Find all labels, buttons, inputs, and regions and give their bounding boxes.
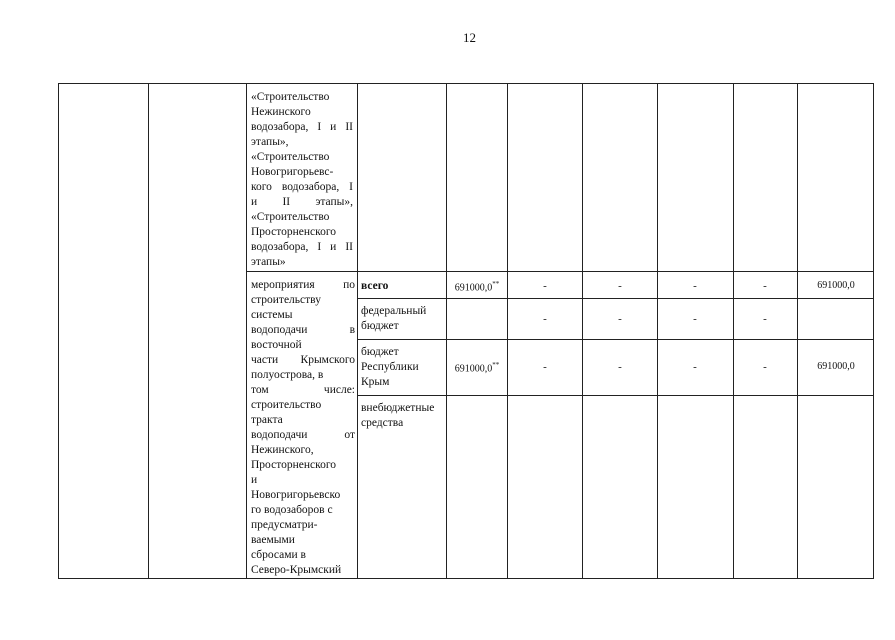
description-line: водозабора, I и II (251, 241, 353, 253)
measures-line: и (251, 474, 258, 486)
description-line: этапы» (251, 256, 286, 268)
funding-dash: - (693, 313, 697, 325)
funding-source: средства (361, 417, 404, 429)
measures-line: том числе: (251, 384, 355, 396)
measures-line: водоподачи от (251, 429, 355, 441)
funding-dash: - (763, 280, 767, 292)
funding-source: бюджет (361, 320, 399, 332)
description-line: Нежинского (251, 106, 311, 118)
funding-value: 691000,0 (454, 282, 493, 294)
page-number: 12 (463, 30, 476, 45)
description-line: кого водозабора, I (251, 181, 353, 193)
funding-source: федеральный (361, 305, 427, 317)
column-divider (446, 83, 447, 579)
measures-line: го водозаборов с (251, 504, 333, 516)
funding-dash: - (693, 361, 697, 373)
funding-first-year (448, 361, 506, 374)
description-line: «Строительство (251, 211, 330, 223)
funding-dash: - (543, 280, 547, 292)
funding-dash: - (618, 280, 622, 292)
funding-value: 691000,0 (454, 363, 493, 375)
measures-line: части Крымского (251, 354, 355, 366)
funding-source: внебюджетные (361, 402, 435, 414)
table-border-top (58, 83, 874, 84)
row-divider (357, 339, 874, 340)
measures-line: восточной (251, 339, 302, 351)
table-border-bottom (58, 578, 874, 579)
funding-dash: - (693, 280, 697, 292)
description-line: и II этапы», (251, 196, 353, 208)
measures-line: мероприятия по (251, 279, 355, 291)
column-divider (657, 83, 658, 579)
funding-source: всего (361, 280, 389, 292)
measures-line: строительству (251, 294, 321, 306)
funding-source: Крым (361, 376, 390, 388)
measures-line: тракта (251, 414, 283, 426)
measures-line: водоподачи в (251, 324, 355, 336)
row-divider (357, 395, 874, 396)
column-divider (357, 83, 358, 579)
funding-dash: - (763, 313, 767, 325)
measures-line: ваемыми (251, 534, 295, 546)
funding-dash: - (618, 361, 622, 373)
funding-source: Республики (361, 361, 419, 373)
column-divider (246, 83, 247, 579)
row-divider (357, 298, 874, 299)
measures-description (251, 278, 355, 578)
footnote-mark: ** (492, 361, 500, 369)
funding-total: 691000,0 (817, 280, 855, 291)
table-border-left (58, 83, 59, 579)
funding-first-year (448, 280, 506, 293)
measures-line: Северо-Крымский (251, 564, 342, 576)
funding-source: бюджет (361, 346, 399, 358)
measures-line: полуострова, в (251, 369, 324, 381)
description-line: Просторненского (251, 226, 337, 238)
description-line: «Строительство (251, 151, 330, 163)
description-line: «Строительство (251, 91, 330, 103)
funding-dash: - (543, 313, 547, 325)
footnote-mark: ** (492, 280, 500, 288)
column-divider (797, 83, 798, 579)
column-divider (733, 83, 734, 579)
measures-line: сбросами в (251, 549, 306, 561)
funding-dash: - (763, 361, 767, 373)
funding-total: 691000,0 (817, 361, 855, 372)
description-line: водозабора, I и II (251, 121, 353, 133)
table-border-right (873, 83, 874, 579)
column-divider (582, 83, 583, 579)
project-description (251, 90, 353, 270)
measures-line: Нежинского, (251, 444, 314, 456)
measures-line: Просторненского (251, 459, 337, 471)
measures-line: предусматри- (251, 519, 318, 531)
measures-line: системы (251, 309, 293, 321)
measures-line: Новогригорьевско (251, 489, 341, 501)
description-line: этапы», (251, 136, 289, 148)
column-divider (148, 83, 149, 579)
funding-dash: - (618, 313, 622, 325)
funding-dash: - (543, 361, 547, 373)
measures-line: строительство (251, 399, 322, 411)
column-divider (507, 83, 508, 579)
row-divider (246, 271, 874, 272)
description-line: Новогригорьевс- (251, 166, 334, 178)
